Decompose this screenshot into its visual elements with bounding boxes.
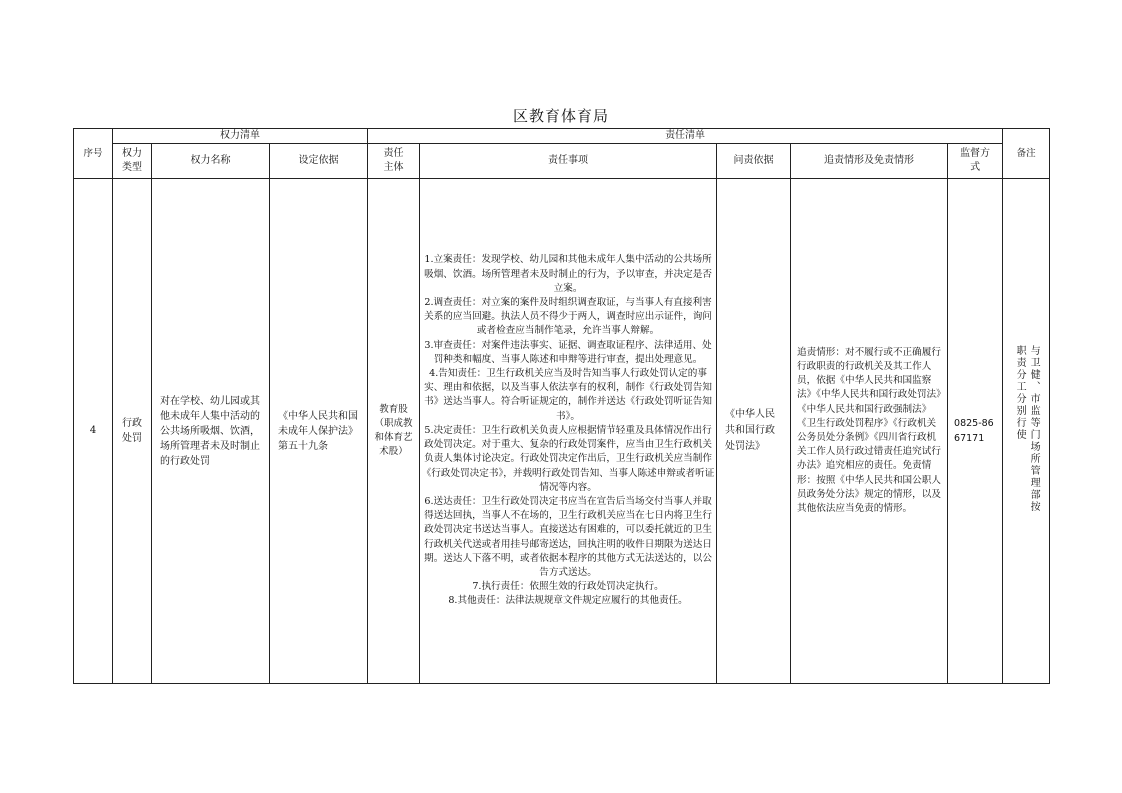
cell-subject xyxy=(368,179,420,684)
duty-item: 7.执行责任：依照生效的行政处罚决定执行。 xyxy=(472,581,664,593)
cell-basis-text: 《中华人民共和国未成年人保护法》第五十九条 xyxy=(278,410,358,452)
cell-basis xyxy=(270,179,368,684)
duty-item: 4.告知责任：卫生行政机关应当及时告知当事人行政处罚认定的事实、理由和依据，以及当事人依法享有的权利，制作《行政处罚告知书》送达当事人。符合听证规定的，制作并送达《行政处罚听证告知书》。 xyxy=(424,368,712,422)
table-row xyxy=(74,179,1050,684)
header-subject-text: 责任主体 xyxy=(383,148,404,173)
cell-accountability-basis-text: 《中华人民共和国行政处罚法》 xyxy=(725,409,776,452)
duty-item: 1.立案责任：发现学校、幼儿园和其他未成年人集中活动的公共场所吸烟、饮酒。场所管理者未及时制止的行为，予以审查，并决定是否立案。 xyxy=(424,254,712,294)
header-accountability: 追责情形及免责情形 xyxy=(791,144,948,179)
cell-power-name xyxy=(152,179,270,684)
cell-duties xyxy=(420,179,717,684)
header-seq: 序号 xyxy=(74,129,113,179)
header-duties: 责任事项 xyxy=(420,144,717,179)
cell-subject-text: 教育股（职成教和体育艺术股） xyxy=(374,404,413,457)
duty-item: 5.决定责任：卫生行政机关负责人应根据情节轻重及具体情况作出行政处罚决定。对于重大、复杂的行政处罚案件，应当由卫生行政机关负责人集体讨论决定。行政处罚决定作出后，卫生行政机关应当制作《行政处罚决定书》，并载明行政处罚告知、当事人陈述申辩或者听证情况等内容。 xyxy=(421,424,715,493)
header-supervision xyxy=(948,144,1003,179)
header-power-name: 权力名称 xyxy=(152,144,270,179)
header-power-type xyxy=(113,144,152,179)
responsibility-table xyxy=(73,128,1050,684)
duty-item: 8.其他责任：法律法规规章文件规定应履行的其他责任。 xyxy=(448,595,688,607)
group-power-list: 权力清单 xyxy=(113,129,368,144)
duty-item: 3.审查责任：对案件违法事实、证据、调查取证程序、法律适用、处罚种类和幅度、当事人陈述和申辩等进行审查，提出处理意见。 xyxy=(424,339,712,365)
cell-power-type xyxy=(113,179,152,684)
header-note: 备注 xyxy=(1003,129,1050,179)
header-subject xyxy=(368,144,420,179)
header-supervision-text: 监督方式 xyxy=(960,148,991,173)
page-title: 区教育体育局 xyxy=(512,107,609,125)
header-accountability-basis: 问责依据 xyxy=(717,144,791,179)
group-header-row xyxy=(74,129,1050,144)
header-basis: 设定依据 xyxy=(270,144,368,179)
cell-power-name-text: 对在学校、幼儿园或其他未成年人集中活动的公共场所吸烟、饮酒，场所管理者未及时制止的行政处罚 xyxy=(160,395,260,467)
cell-note-text: 与卫健、市监等门场所管理部按职责分工分别行使 xyxy=(1014,344,1040,513)
cell-supervision xyxy=(948,179,1003,684)
cell-power-type-text: 行政处罚 xyxy=(122,418,142,444)
cell-note xyxy=(1003,179,1050,684)
cell-seq: 4 xyxy=(74,179,113,684)
duty-item: 2.调查责任：对立案的案件及时组织调查取证，与当事人有直接利害关系的应当回避。执法人员不得少于两人，调查时应出示证件，询问或者检查应当制作笔录，允许当事人辩解。 xyxy=(424,297,712,337)
cell-accountability-text: 追责情形：对不履行或不正确履行行政职责的行政机关及其工作人员，依据《中华人民共和国监察法》《中华人民共和国行政处罚法》《中华人民共和国行政强制法》《卫生行政处罚程序》《行政机关公务员处分条例》《四川省行政机关工作人员行政过错责任追究试行办法》追究相应的责任。免责情形：按照《中华人民共和国公职人员政务处分法》规定的情形，以及其他依法应当免责的情形。 xyxy=(797,346,941,515)
group-responsibility-list: 责任清单 xyxy=(368,129,1003,144)
column-header-row xyxy=(74,144,1050,179)
cell-accountability-basis xyxy=(717,179,791,684)
duty-item: 6.送达责任：卫生行政处罚决定书应当在宣告后当场交付当事人并取得送达回执，当事人不在场的，卫生行政机关应当在七日内将卫生行政处罚决定书送达当事人。直接送达有困难的，可以委托就近的卫生行政机关代送或者用挂号邮寄送达，回执注明的收件日期限为送达日期。送达人下落不明，或者依据本程序的其他方式无法送达的，以公告方式送达。 xyxy=(424,495,712,578)
header-power-type-text: 权力类型 xyxy=(122,148,142,173)
cell-accountability xyxy=(791,179,948,684)
cell-supervision-text: 0825-8667171 xyxy=(954,418,994,444)
